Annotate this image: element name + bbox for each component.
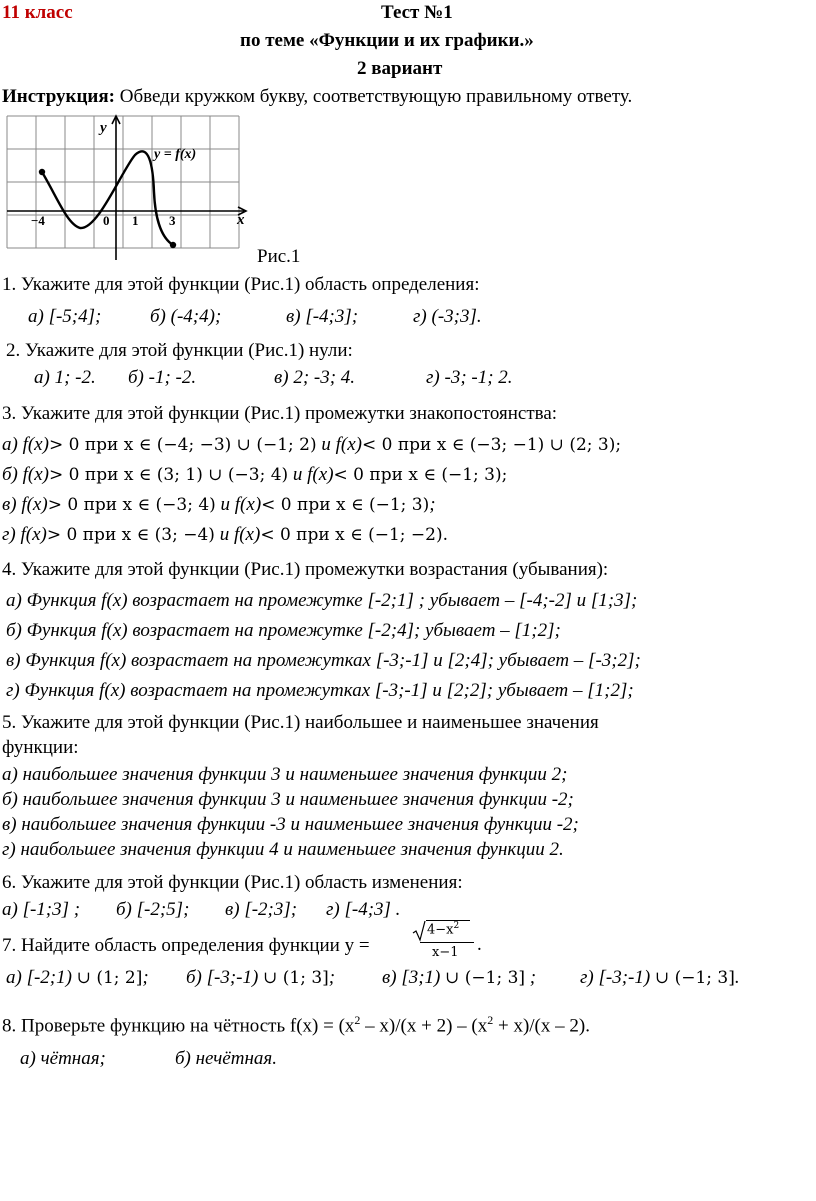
instruction-text: Обведи кружком букву, соответствующую правильному ответу. [115,86,633,107]
q7-option-d[interactable] [580,967,740,989]
q3-a-part: f(x) [335,434,362,455]
q6-text: 6. Укажите для этой функции (Рис.1) область изменения: [2,872,463,893]
q8-option-b[interactable]: б) нечётная. [175,1048,277,1069]
q4-option-a[interactable]: а) Функция f(x) возрастает на промежутке [-2;1] ; убывает – [-4;-2] и [1;3]; [6,590,638,611]
x-axis-label: x [237,212,245,228]
q7-option-c[interactable] [382,967,536,989]
q4-text: 4. Укажите для этой функции (Рис.1) промежутки возрастания (убывания): [2,559,609,580]
q5-text: 5. Укажите для этой функции (Рис.1) наибольшее и наименьшее значения [2,712,599,733]
q6-option-a[interactable]: а) [-1;3] ; [2,899,81,920]
variant-label: 2 вариант [357,58,443,79]
q3-b-part: и [288,464,308,485]
q3-d-part: и [214,524,234,545]
q7-b-part: ∪ (1; 3] [263,968,329,988]
q2-option-b[interactable]: б) -1; -2. [128,367,197,388]
grade-label: 11 класс [2,2,73,23]
q3-c-part: в) f(x) [2,494,48,515]
q8-part: + x)/(x – 2). [493,1015,590,1037]
tick-label-0: 0 [103,213,110,228]
q1-text: 1. Укажите для этой функции (Рис.1) область определения: [2,274,480,295]
q7-option-b[interactable] [186,967,335,989]
instruction-label: Инструкция: [2,86,115,107]
q3-text: 3. Укажите для этой функции (Рис.1) промежутки знакопостоянства: [2,403,558,424]
q7-d-part: . [734,967,740,988]
fraction-bar [420,942,474,943]
q3-a-part: и [316,434,336,455]
q2-text: 2. Укажите для этой функции (Рис.1) нули: [6,340,353,361]
q3-a-part: а) f(x) [2,434,49,455]
q3-d-part: < 0 при x ∈ (−1; −2). [260,525,449,545]
q3-c-part: > 0 при x ∈ (−3; 4) [47,495,216,515]
test-title: Тест №1 [381,2,453,23]
q7-formula [412,920,484,966]
q3-option-b[interactable] [2,464,507,486]
q5-option-c[interactable]: в) наибольшее значения функции -3 и наименьшее значения функции -2; [2,814,579,835]
q7-c-part: в) [3;1) [382,967,446,988]
q7-b-part: ; [328,967,336,988]
q5-option-b[interactable]: б) наибольшее значения функции 3 и наименьшее значения функции -2; [2,789,574,810]
q3-d-part: г) f(x) [2,524,47,545]
y-axis-label: y [100,120,107,136]
q7-numerator-base: 4−x [427,922,454,938]
tick-label-1: 1 [132,213,139,228]
q3-b-part: б) f(x) [2,464,49,485]
q3-option-d[interactable] [2,524,448,546]
instruction [2,86,632,108]
q7-c-part: ; [525,967,537,988]
q8-exp: 2 [354,1013,361,1027]
function-label: y = f(x) [154,147,197,162]
q3-option-c[interactable] [2,494,436,516]
q7-d-part: г) [-3;-1) [580,967,655,988]
q3-b-part: f(x) [307,464,334,485]
q1-option-a[interactable]: а) [-5;4]; [28,306,102,327]
q5-option-a[interactable]: а) наибольшее значения функции 3 и наименьшее значения функции 2; [2,764,568,785]
q7-numerator [427,921,459,937]
tick-label-3: 3 [169,213,176,228]
test-topic: по теме «Функции и их графики.» [240,30,534,51]
q6-option-c[interactable]: в) [-2;3]; [225,899,298,920]
q7-b-part: б) [-3;-1) [186,967,264,988]
q4-option-d[interactable]: г) Функция f(x) возрастает на промежутках [-3;-1] и [2;2]; убывает – [1;2]; [6,680,634,701]
q7-c-part: ∪ (−1; 3] [445,968,526,988]
curve-start-point [39,169,45,175]
q7-denominator: x−1 [432,945,459,960]
q3-a-part: > 0 при x ∈ (−4; −3) ∪ (−1; 2) [48,435,317,455]
q7-a-part: а) [-2;1) [6,967,77,988]
q7-text: 7. Найдите область определения функции y = [2,935,370,956]
q8-text [2,1013,590,1037]
figure-caption: Рис.1 [257,246,301,267]
q2-option-a[interactable]: а) 1; -2. [34,367,96,388]
q3-a-part: < 0 при x ∈ (−3; −1) ∪ (2; 3); [361,435,622,455]
function-graph [2,112,252,262]
q1-option-b[interactable]: б) (-4;4); [150,306,222,327]
q7-dot: . [477,934,482,955]
q1-option-d[interactable]: г) (-3;3]. [413,306,482,327]
q8-part: 8. Проверьте функцию на чётность f(x) = (x [2,1015,355,1037]
q1-option-c[interactable]: в) [-4;3]; [286,306,359,327]
curve-end-point [170,242,176,248]
q2-option-c[interactable]: в) 2; -3; 4. [274,367,356,388]
q3-option-a[interactable] [2,434,621,456]
q3-c-part: ; [429,494,436,515]
q3-d-part: f(x) [233,524,261,545]
q7-option-a[interactable] [6,967,149,989]
q6-option-b[interactable]: б) [-2;5]; [116,899,190,920]
tick-label-neg4: −4 [31,213,45,228]
q8-option-a[interactable]: а) чётная; [20,1048,106,1069]
q3-c-part: и [215,494,235,515]
q4-option-c[interactable]: в) Функция f(x) возрастает на промежутках [-3;-1] и [2;4]; убывает – [-3;2]; [6,650,641,671]
q5-option-d[interactable]: г) наибольшее значения функции 4 и наименьшее значения функции 2. [2,839,564,860]
q3-d-part: > 0 при x ∈ (3; −4) [46,525,215,545]
q2-option-d[interactable]: г) -3; -1; 2. [426,367,513,388]
function-curve [42,151,173,245]
q7-d-part: ∪ (−1; 3] [654,968,735,988]
q5-text-cont: функции: [2,737,79,758]
q8-exp: 2 [487,1013,494,1027]
q7-a-part: ∪ (1; 2] [76,968,143,988]
q3-b-part: > 0 при x ∈ (3; 1) ∪ (−3; 4) [49,465,289,485]
q7-numerator-exp: 2 [453,921,460,931]
q3-b-part: < 0 при x ∈ (−1; 3); [333,465,508,485]
q3-c-part: f(x) [234,494,262,515]
q6-option-d[interactable]: г) [-4;3] . [326,899,401,920]
sqrt-sign [412,920,426,942]
q8-part: – x)/(x + 2) – (x [360,1015,488,1037]
q3-c-part: < 0 при x ∈ (−1; 3) [261,495,430,515]
q4-option-b[interactable]: б) Функция f(x) возрастает на промежутке [-2;4]; убывает – [1;2]; [6,620,561,641]
q7-a-part: ; [142,967,149,988]
